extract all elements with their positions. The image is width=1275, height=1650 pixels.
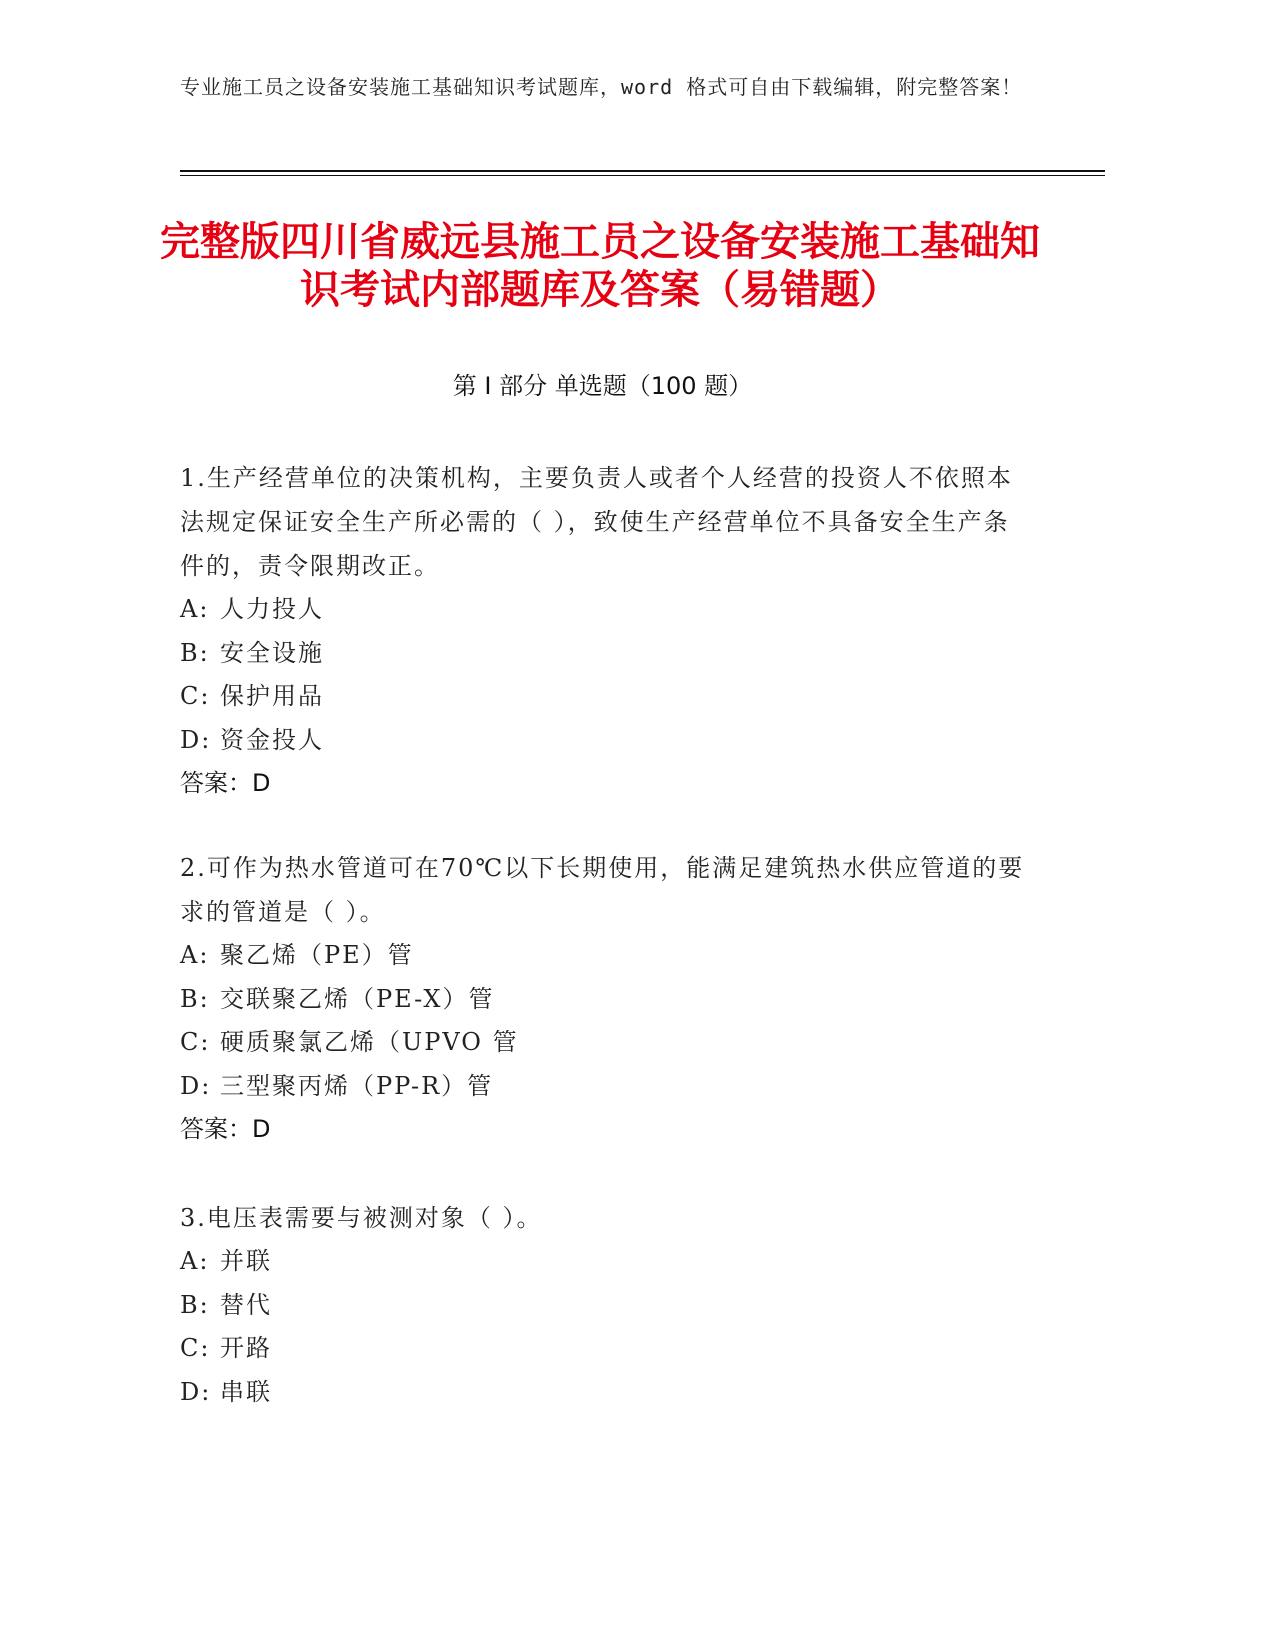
- question-stem: 2.可作为热水管道可在70℃以下长期使用，能满足建筑热水供应管道的要求的管道是（ ）。: [180, 854, 1025, 926]
- option-text: 硬质聚氯乙烯（UPVO 管: [220, 1028, 519, 1056]
- option-d: [180, 719, 1030, 763]
- option-text: 保护用品: [220, 682, 324, 710]
- option-a: [180, 1240, 1030, 1284]
- option-text: 聚乙烯（PE）管: [220, 941, 414, 969]
- answer: 答案：D: [180, 1115, 271, 1143]
- option-text: 并联: [220, 1247, 272, 1275]
- question-2: [180, 846, 1030, 1152]
- option-text: 资金投人: [220, 725, 324, 754]
- header-rule-thin: [180, 175, 1105, 176]
- option-c: [180, 1021, 1030, 1065]
- option-letter: D:: [180, 725, 212, 754]
- answer: 答案：D: [180, 769, 271, 797]
- option-b: [180, 1284, 1030, 1328]
- option-letter: D:: [180, 1071, 212, 1100]
- header-note: 专业施工员之设备安装施工基础知识考试题库，word 格式可自由下载编辑，附完整答案！: [180, 75, 1023, 99]
- option-d: [180, 1371, 1030, 1415]
- option-d: [180, 1065, 1030, 1109]
- option-text: 安全设施: [220, 638, 324, 667]
- option-a: [180, 934, 1030, 978]
- option-letter: B:: [180, 638, 210, 667]
- option-b: [180, 632, 1030, 676]
- option-c: [180, 1327, 1030, 1371]
- option-text: 替代: [220, 1290, 272, 1319]
- option-text: 人力投人: [220, 595, 324, 623]
- option-letter: A:: [180, 595, 210, 623]
- question-3: [180, 1196, 1030, 1414]
- option-letter: A:: [180, 1247, 210, 1275]
- header-rule-thick: [180, 170, 1105, 172]
- option-letter: D:: [180, 1377, 212, 1406]
- section-title: 第 I 部分 单选题（100 题）: [452, 372, 753, 400]
- option-letter: A:: [180, 941, 210, 969]
- option-text: 串联: [220, 1377, 272, 1406]
- option-text: 开路: [220, 1334, 272, 1362]
- option-text: 交联聚乙烯（PE-X）管: [220, 984, 495, 1013]
- option-c: [180, 675, 1030, 719]
- option-letter: C:: [180, 1334, 211, 1362]
- option-letter: C:: [180, 1028, 211, 1056]
- option-b: [180, 978, 1030, 1022]
- question-stem: 3.电压表需要与被测对象（ ）。: [180, 1204, 543, 1232]
- question-stem: 1.生产经营单位的决策机构，主要负责人或者个人经营的投资人不依照本法规定保证安全生产所必需的（ ），致使生产经营单位不具备安全生产条件的，责令限期改正。: [180, 464, 1013, 580]
- option-letter: B:: [180, 984, 210, 1013]
- option-letter: B:: [180, 1290, 210, 1319]
- option-letter: C:: [180, 682, 211, 710]
- option-a: [180, 588, 1030, 632]
- option-text: 三型聚丙烯（PP-R）管: [220, 1071, 494, 1100]
- document-title: 完整版四川省威远县施工员之设备安装施工基础知识考试内部题库及答案（易错题）: [160, 219, 1040, 313]
- question-1: [180, 456, 1030, 806]
